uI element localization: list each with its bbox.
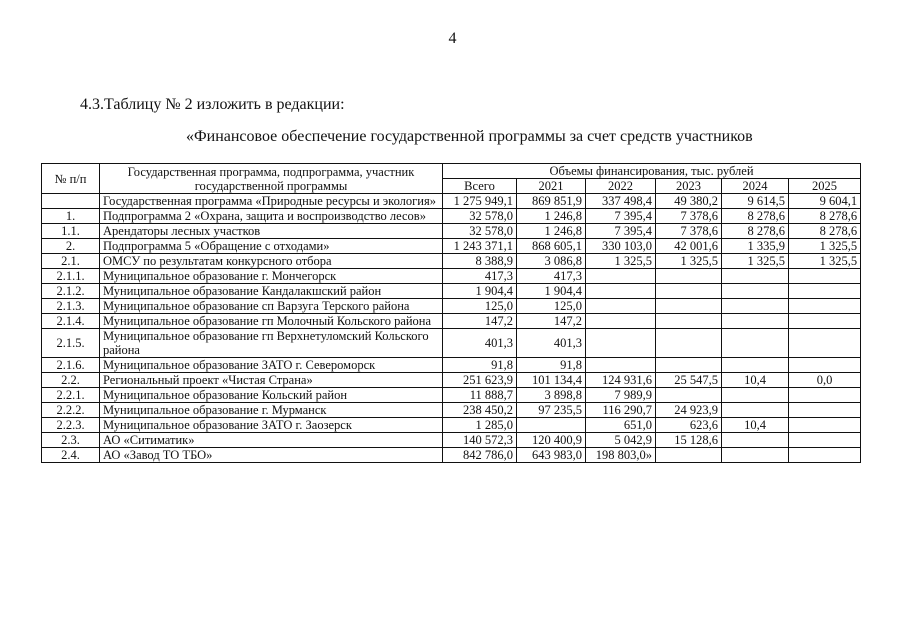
row-value: 868 605,1: [517, 239, 586, 254]
row-value: [656, 284, 722, 299]
table-row: [42, 314, 861, 329]
table-subtitle: «Финансовое обеспечение государственной программы за счет средств участников: [186, 128, 753, 145]
row-value: 125,0: [443, 299, 517, 314]
header-year: 2025: [789, 179, 861, 194]
row-name: Муниципальное образование сп Варзуга Терского района: [100, 299, 443, 314]
row-value: [586, 269, 656, 284]
row-name: Муниципальное образование Кольский район: [100, 388, 443, 403]
row-value: [722, 329, 789, 358]
row-value: [586, 299, 656, 314]
row-value: 10,4: [722, 373, 789, 388]
row-value: 7 378,6: [656, 224, 722, 239]
row-value: 0,0: [789, 373, 861, 388]
row-number: 2.1.3.: [42, 299, 100, 314]
row-value: [586, 284, 656, 299]
row-number: [42, 194, 100, 209]
row-value: [656, 329, 722, 358]
row-number: 2.1.4.: [42, 314, 100, 329]
row-value: 10,4: [722, 418, 789, 433]
row-number: 2.2.: [42, 373, 100, 388]
row-value: [722, 269, 789, 284]
row-value: 1 325,5: [722, 254, 789, 269]
table-row: [42, 448, 861, 463]
row-value: 1 335,9: [722, 239, 789, 254]
row-value: 125,0: [517, 299, 586, 314]
row-value: [722, 358, 789, 373]
row-value: [789, 418, 861, 433]
row-name: Муниципальное образование г. Мончегорск: [100, 269, 443, 284]
row-number: 1.1.: [42, 224, 100, 239]
row-name: Подпрограмма 2 «Охрана, защита и воспроизводство лесов»: [100, 209, 443, 224]
row-value: [722, 284, 789, 299]
row-value: 101 134,4: [517, 373, 586, 388]
row-value: [722, 403, 789, 418]
row-value: 9 614,5: [722, 194, 789, 209]
row-value: 1 285,0: [443, 418, 517, 433]
row-value: 623,6: [656, 418, 722, 433]
row-number: 2.2.2.: [42, 403, 100, 418]
row-value: 7 395,4: [586, 209, 656, 224]
row-value: 91,8: [443, 358, 517, 373]
row-value: 32 578,0: [443, 209, 517, 224]
row-value: 1 243 371,1: [443, 239, 517, 254]
table-row: [42, 373, 861, 388]
table-row: [42, 224, 861, 239]
row-value: [656, 314, 722, 329]
table-row: [42, 388, 861, 403]
row-number: 2.2.3.: [42, 418, 100, 433]
row-value: [789, 329, 861, 358]
row-value: 3 086,8: [517, 254, 586, 269]
row-value: [586, 329, 656, 358]
row-value: [656, 358, 722, 373]
table-row: [42, 358, 861, 373]
row-value: 9 604,1: [789, 194, 861, 209]
row-number: 2.2.1.: [42, 388, 100, 403]
row-value: 401,3: [443, 329, 517, 358]
row-value: 651,0: [586, 418, 656, 433]
row-value: 91,8: [517, 358, 586, 373]
financing-table: [41, 163, 861, 463]
row-value: 238 450,2: [443, 403, 517, 418]
row-number: 2.3.: [42, 433, 100, 448]
row-value: 116 290,7: [586, 403, 656, 418]
row-value: 24 923,9: [656, 403, 722, 418]
table-row: [42, 329, 861, 358]
row-number: 2.1.6.: [42, 358, 100, 373]
row-value: 1 246,8: [517, 224, 586, 239]
row-value: 1 275 949,1: [443, 194, 517, 209]
row-name: Муниципальное образование гп Молочный Кольского района: [100, 314, 443, 329]
row-value: [517, 418, 586, 433]
row-value: 11 888,7: [443, 388, 517, 403]
row-value: 643 983,0: [517, 448, 586, 463]
row-value: 7 378,6: [656, 209, 722, 224]
row-value: [789, 433, 861, 448]
table-row: [42, 269, 861, 284]
row-value: 49 380,2: [656, 194, 722, 209]
table-row: [42, 254, 861, 269]
row-value: 1 904,4: [517, 284, 586, 299]
row-name: Региональный проект «Чистая Страна»: [100, 373, 443, 388]
page-number: 4: [448, 30, 457, 47]
row-value: [722, 433, 789, 448]
table-row: [42, 194, 861, 209]
row-value: [789, 299, 861, 314]
row-value: 1 325,5: [656, 254, 722, 269]
row-number: 2.1.5.: [42, 329, 100, 358]
table-row: [42, 403, 861, 418]
row-number: 2.1.1.: [42, 269, 100, 284]
row-name: Муниципальное образование гп Верхнетуломский Кольского района: [100, 329, 443, 358]
row-value: 1 904,4: [443, 284, 517, 299]
row-name: Муниципальное образование Кандалакшский район: [100, 284, 443, 299]
section-heading: 4.3.Таблицу № 2 изложить в редакции:: [80, 96, 345, 113]
row-value: 1 246,8: [517, 209, 586, 224]
row-value: [789, 448, 861, 463]
row-value: 8 278,6: [789, 224, 861, 239]
row-value: [789, 403, 861, 418]
row-value: [722, 314, 789, 329]
row-value: 25 547,5: [656, 373, 722, 388]
row-value: 7 395,4: [586, 224, 656, 239]
row-value: [586, 314, 656, 329]
header-year: Всего: [443, 179, 517, 194]
row-value: 15 128,6: [656, 433, 722, 448]
row-value: 417,3: [517, 269, 586, 284]
header-name: Государственная программа, подпрограмма, участник государственной программы: [100, 164, 443, 194]
header-year: 2023: [656, 179, 722, 194]
table-row: [42, 209, 861, 224]
header-year: 2021: [517, 179, 586, 194]
row-value: [789, 284, 861, 299]
header-year: 2022: [586, 179, 656, 194]
row-name: АО «Завод ТО ТБО»: [100, 448, 443, 463]
row-value: [656, 269, 722, 284]
row-value: 8 388,9: [443, 254, 517, 269]
row-value: 97 235,5: [517, 403, 586, 418]
row-value: [789, 358, 861, 373]
row-value: 869 851,9: [517, 194, 586, 209]
row-value: 120 400,9: [517, 433, 586, 448]
row-value: 417,3: [443, 269, 517, 284]
row-name: ОМСУ по результатам конкурсного отбора: [100, 254, 443, 269]
row-value: 1 325,5: [586, 254, 656, 269]
row-value: 7 989,9: [586, 388, 656, 403]
row-name: Подпрограмма 5 «Обращение с отходами»: [100, 239, 443, 254]
row-value: [656, 448, 722, 463]
row-number: 2.: [42, 239, 100, 254]
row-value: 147,2: [443, 314, 517, 329]
table-row: [42, 284, 861, 299]
row-number: 2.4.: [42, 448, 100, 463]
row-number: 2.1.2.: [42, 284, 100, 299]
header-year: 2024: [722, 179, 789, 194]
row-value: 401,3: [517, 329, 586, 358]
row-value: [722, 388, 789, 403]
header-num: № п/п: [42, 164, 100, 194]
table-row: [42, 433, 861, 448]
row-value: [789, 314, 861, 329]
row-value: 5 042,9: [586, 433, 656, 448]
row-name: АО «Ситиматик»: [100, 433, 443, 448]
row-value: [656, 299, 722, 314]
row-name: Муниципальное образование ЗАТО г. Североморск: [100, 358, 443, 373]
row-value: 330 103,0: [586, 239, 656, 254]
row-name: Государственная программа «Природные ресурсы и экология»: [100, 194, 443, 209]
row-value: 1 325,5: [789, 254, 861, 269]
row-value: 140 572,3: [443, 433, 517, 448]
row-value: 8 278,6: [722, 209, 789, 224]
row-name: Арендаторы лесных участков: [100, 224, 443, 239]
row-name: Муниципальное образование ЗАТО г. Заозерск: [100, 418, 443, 433]
header-financing-group: Объемы финансирования, тыс. рублей: [443, 164, 861, 179]
row-value: 8 278,6: [789, 209, 861, 224]
row-value: 8 278,6: [722, 224, 789, 239]
row-number: 1.: [42, 209, 100, 224]
row-value: [586, 358, 656, 373]
row-value: 147,2: [517, 314, 586, 329]
row-value: 198 803,0»: [586, 448, 656, 463]
row-name: Муниципальное образование г. Мурманск: [100, 403, 443, 418]
row-value: 3 898,8: [517, 388, 586, 403]
row-value: [722, 299, 789, 314]
row-value: 1 325,5: [789, 239, 861, 254]
row-value: 124 931,6: [586, 373, 656, 388]
row-value: 251 623,9: [443, 373, 517, 388]
row-value: 842 786,0: [443, 448, 517, 463]
row-value: 42 001,6: [656, 239, 722, 254]
row-value: [656, 388, 722, 403]
table-row: [42, 418, 861, 433]
row-number: 2.1.: [42, 254, 100, 269]
row-value: [722, 448, 789, 463]
row-value: [789, 388, 861, 403]
row-value: [789, 269, 861, 284]
row-value: 337 498,4: [586, 194, 656, 209]
table-row: [42, 239, 861, 254]
row-value: 32 578,0: [443, 224, 517, 239]
table-row: [42, 299, 861, 314]
